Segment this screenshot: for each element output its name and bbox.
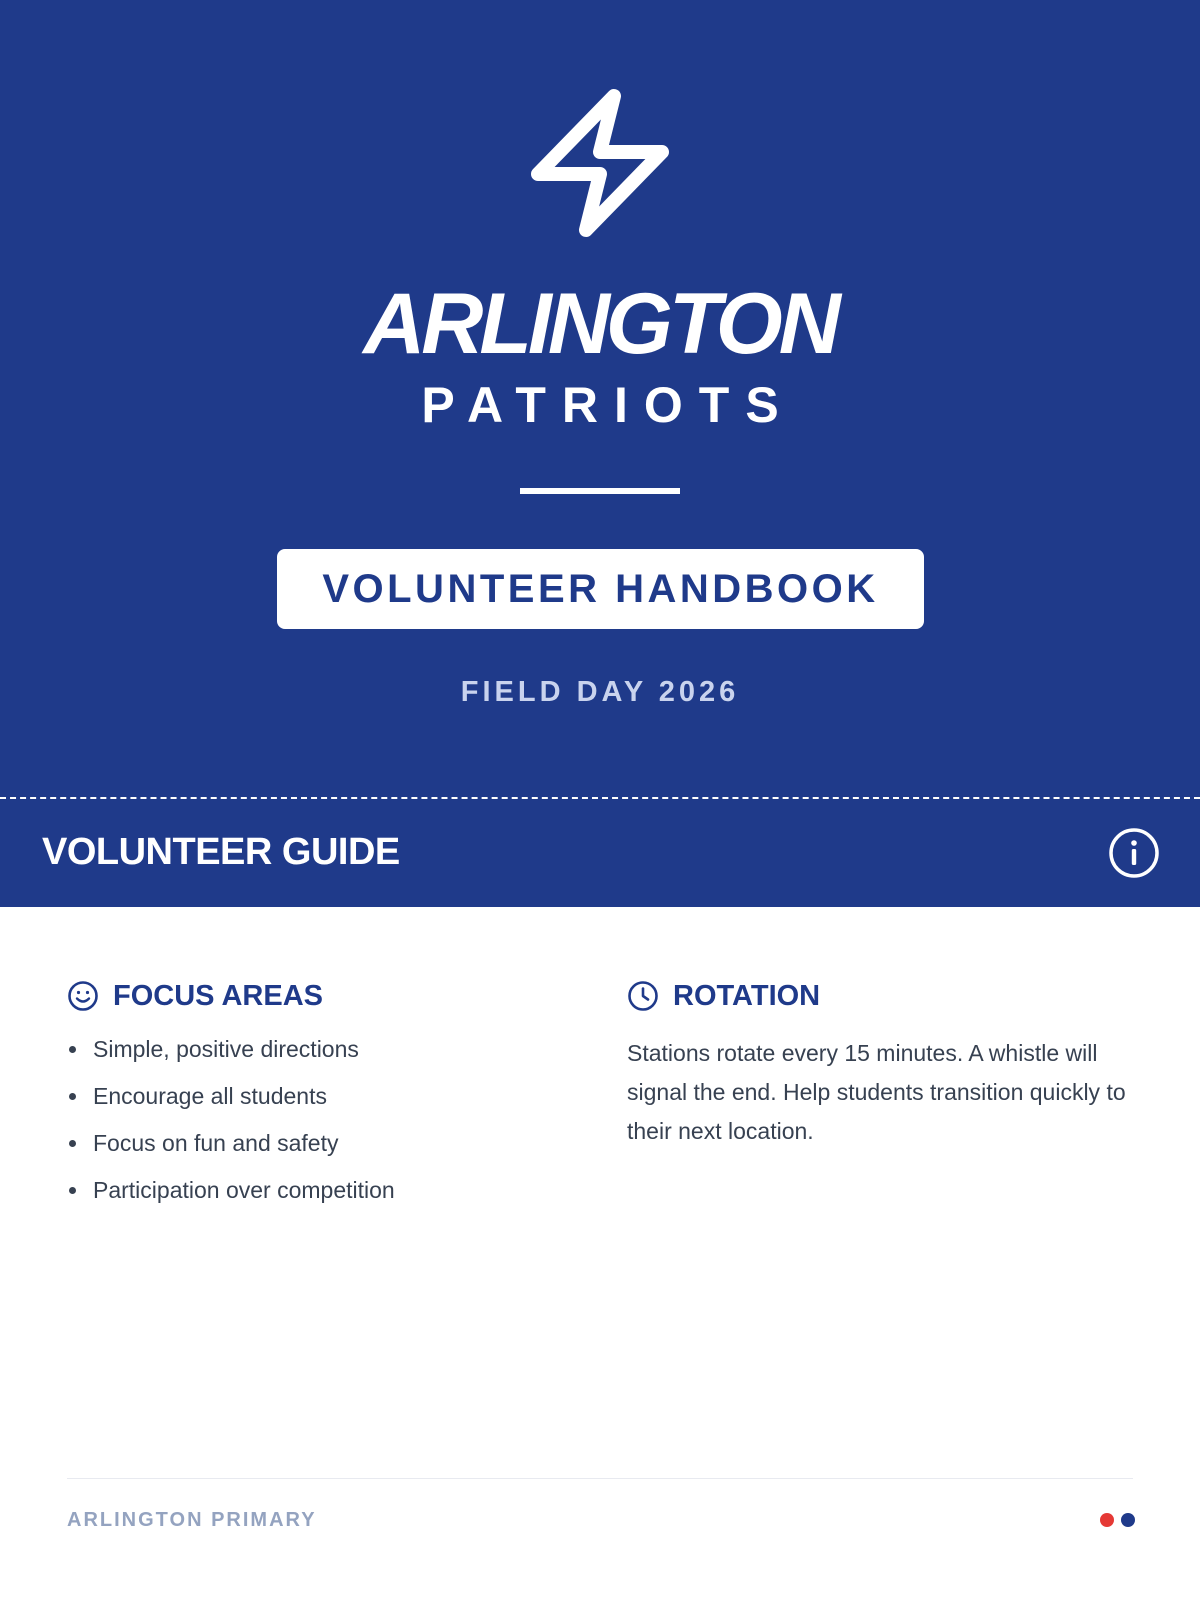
rotation-text: Stations rotate every 15 minutes. A whistle will signal the end. Help students transition quickly to their next location. xyxy=(627,1040,1126,1144)
list-item-text: Simple, positive directions xyxy=(93,1036,359,1062)
blue-dot-icon xyxy=(1121,1513,1135,1527)
bullet-icon xyxy=(69,1140,76,1147)
bullet-icon xyxy=(69,1046,76,1053)
list-item xyxy=(67,1175,587,1205)
focus-areas-heading xyxy=(67,976,587,1016)
info-icon[interactable] xyxy=(1108,827,1160,879)
event-label: FIELD DAY 2026 xyxy=(460,676,740,708)
guide-banner xyxy=(0,797,1200,907)
clock-icon xyxy=(627,980,659,1012)
brand-subtitle: PATRIOTS xyxy=(421,377,795,433)
hero-section xyxy=(0,0,1200,797)
brand-name: ARLINGTON xyxy=(363,276,837,372)
hero-divider xyxy=(520,488,680,494)
list-item xyxy=(67,1081,587,1111)
list-item-text: Encourage all students xyxy=(93,1083,327,1109)
focus-areas-title: FOCUS AREAS xyxy=(113,980,323,1012)
footer-school-name: ARLINGTON PRIMARY xyxy=(67,1509,317,1531)
list-item-text: Participation over competition xyxy=(93,1177,395,1203)
list-item-text: Focus on fun and safety xyxy=(93,1130,339,1156)
handbook-badge: VOLUNTEER HANDBOOK xyxy=(277,549,924,629)
list-item xyxy=(67,1034,587,1064)
bullet-icon xyxy=(69,1093,76,1100)
rotation-title: ROTATION xyxy=(673,980,821,1012)
focus-areas-section xyxy=(67,976,587,1222)
footer-dots xyxy=(1100,1513,1140,1527)
bullet-icon xyxy=(69,1187,76,1194)
smiley-icon xyxy=(67,980,99,1012)
lightning-bolt-icon xyxy=(528,88,672,238)
guide-title: VOLUNTEER GUIDE xyxy=(42,831,400,873)
footer-divider xyxy=(67,1478,1133,1479)
focus-areas-list xyxy=(67,1034,587,1205)
list-item xyxy=(67,1128,587,1158)
rotation-section xyxy=(627,976,1137,1151)
red-dot-icon xyxy=(1100,1513,1114,1527)
rotation-heading xyxy=(627,976,1137,1016)
